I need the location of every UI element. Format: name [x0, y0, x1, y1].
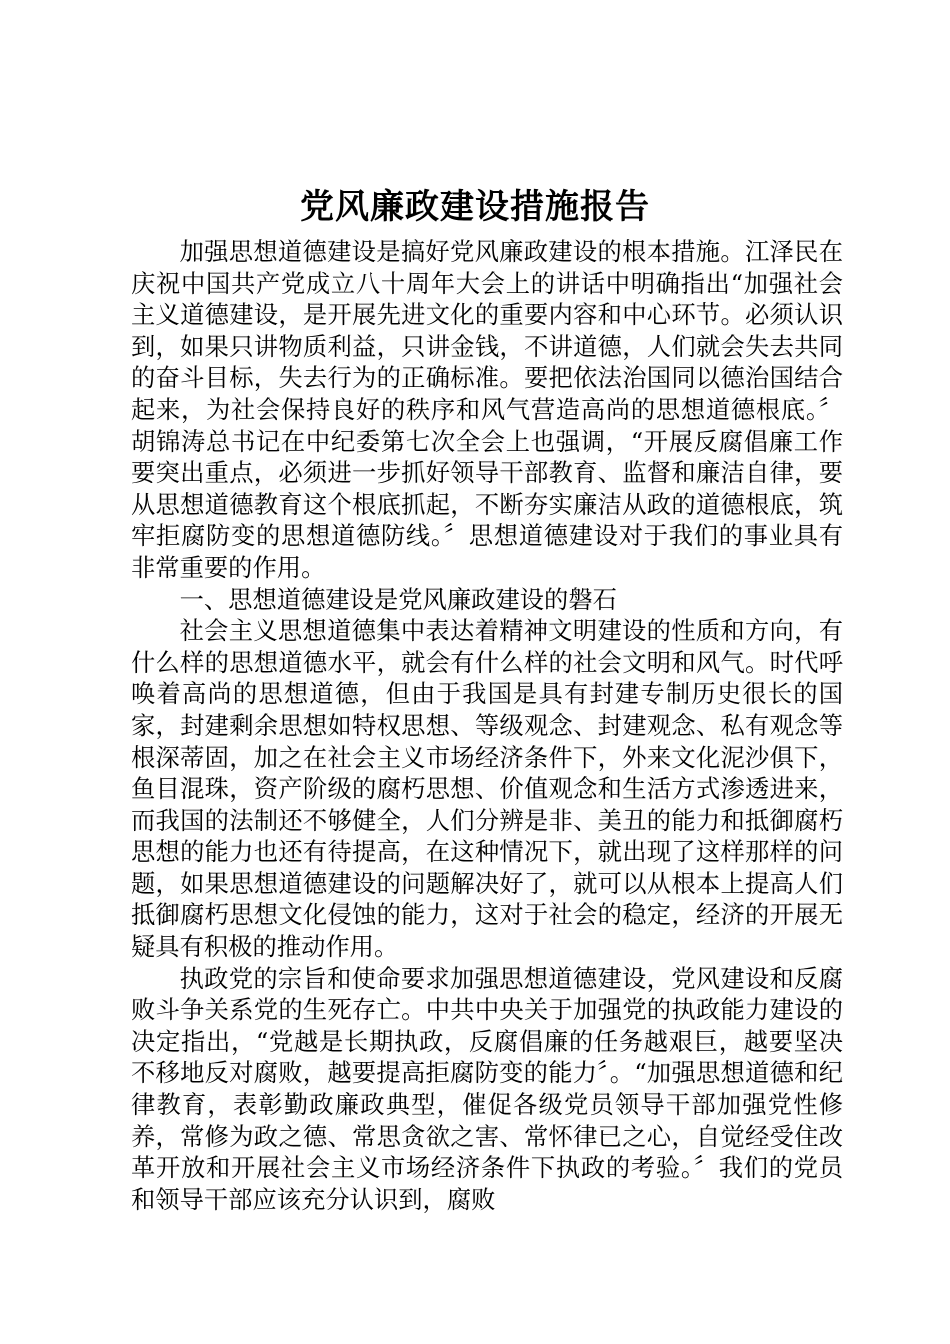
paragraph-intro: 加强思想道德建设是搞好党风廉政建设的根本措施。江泽民在庆祝中国共产党成立八十周年大会上的讲话中明确指出“加强社会主义道德建设，是开展先进文化的重要内容和中心环节。必须认识到，如果只讲物质利益，只讲金钱，不讲道德，人们就会失去共同的奋斗目标，失去行为的正确标准。要把依法治国同以德治国结合起来，为社会保持良好的秩序和风气营造高尚的思想道德根底。〞胡锦涛总书记在中纪委第七次全会上也强调，“开展反腐倡廉工作要突出重点，必须进一步抓好领导干部教育、监督和廉洁自律，要从思想道德教育这个根底抓起，不断夯实廉洁从政的道德根底，筑牢拒腐防变的思想道德防线。〞思想道德建设对于我们的事业具有非常重要的作用。 — [131, 237, 843, 582]
document-title: 党风廉政建设措施报告 — [300, 187, 650, 227]
section-heading-1: 一、思想道德建设是党风廉政建设的磐石 — [179, 584, 617, 614]
paragraph-section1-a: 社会主义思想道德集中表达着精神文明建设的性质和方向，有什么样的思想道德水平，就会有什么样的社会文明和风气。时代呼唤着高尚的思想道德，但由于我国是具有封建专制历史很长的国家，封建剩余思想如特权思想、等级观念、封建观念、私有观念等根深蒂固，加之在社会主义市场经济条件下，外来文化泥沙俱下，鱼目混珠，资产阶级的腐朽思想、价值观念和生活方式渗透进来，而我国的法制还不够健全，人们分辨是非、美丑的能力和抵御腐朽思想的能力也还有待提高，在这种情况下，就出现了这样那样的问题，如果思想道德建设的问题解决好了，就可以从根本上提高人们抵御腐朽思想文化侵蚀的能力，这对于社会的稳定，经济的开展无疑具有积极的推动作用。 — [131, 616, 843, 962]
document-body — [131, 236, 843, 1215]
paragraph-section1-b: 执政党的宗旨和使命要求加强思想道德建设，党风建设和反腐败斗争关系党的生死存亡。中共中央关于加强党的执政能力建设的决定指出，“党越是长期执政，反腐倡廉的任务越艰巨，越要坚决不移地反对腐败，越要提高拒腐防变的能力〞。“加强思想道德和纪律教育，表彰勤政廉政典型，催促各级党员领导干部加强党性修养，常修为政之德、常思贪欲之害、常怀律已之心，自觉经受住改革开放和开展社会主义市场经济条件下执政的考验。〞我们的党员和领导干部应该充分认识到，腐败 — [131, 963, 843, 1214]
